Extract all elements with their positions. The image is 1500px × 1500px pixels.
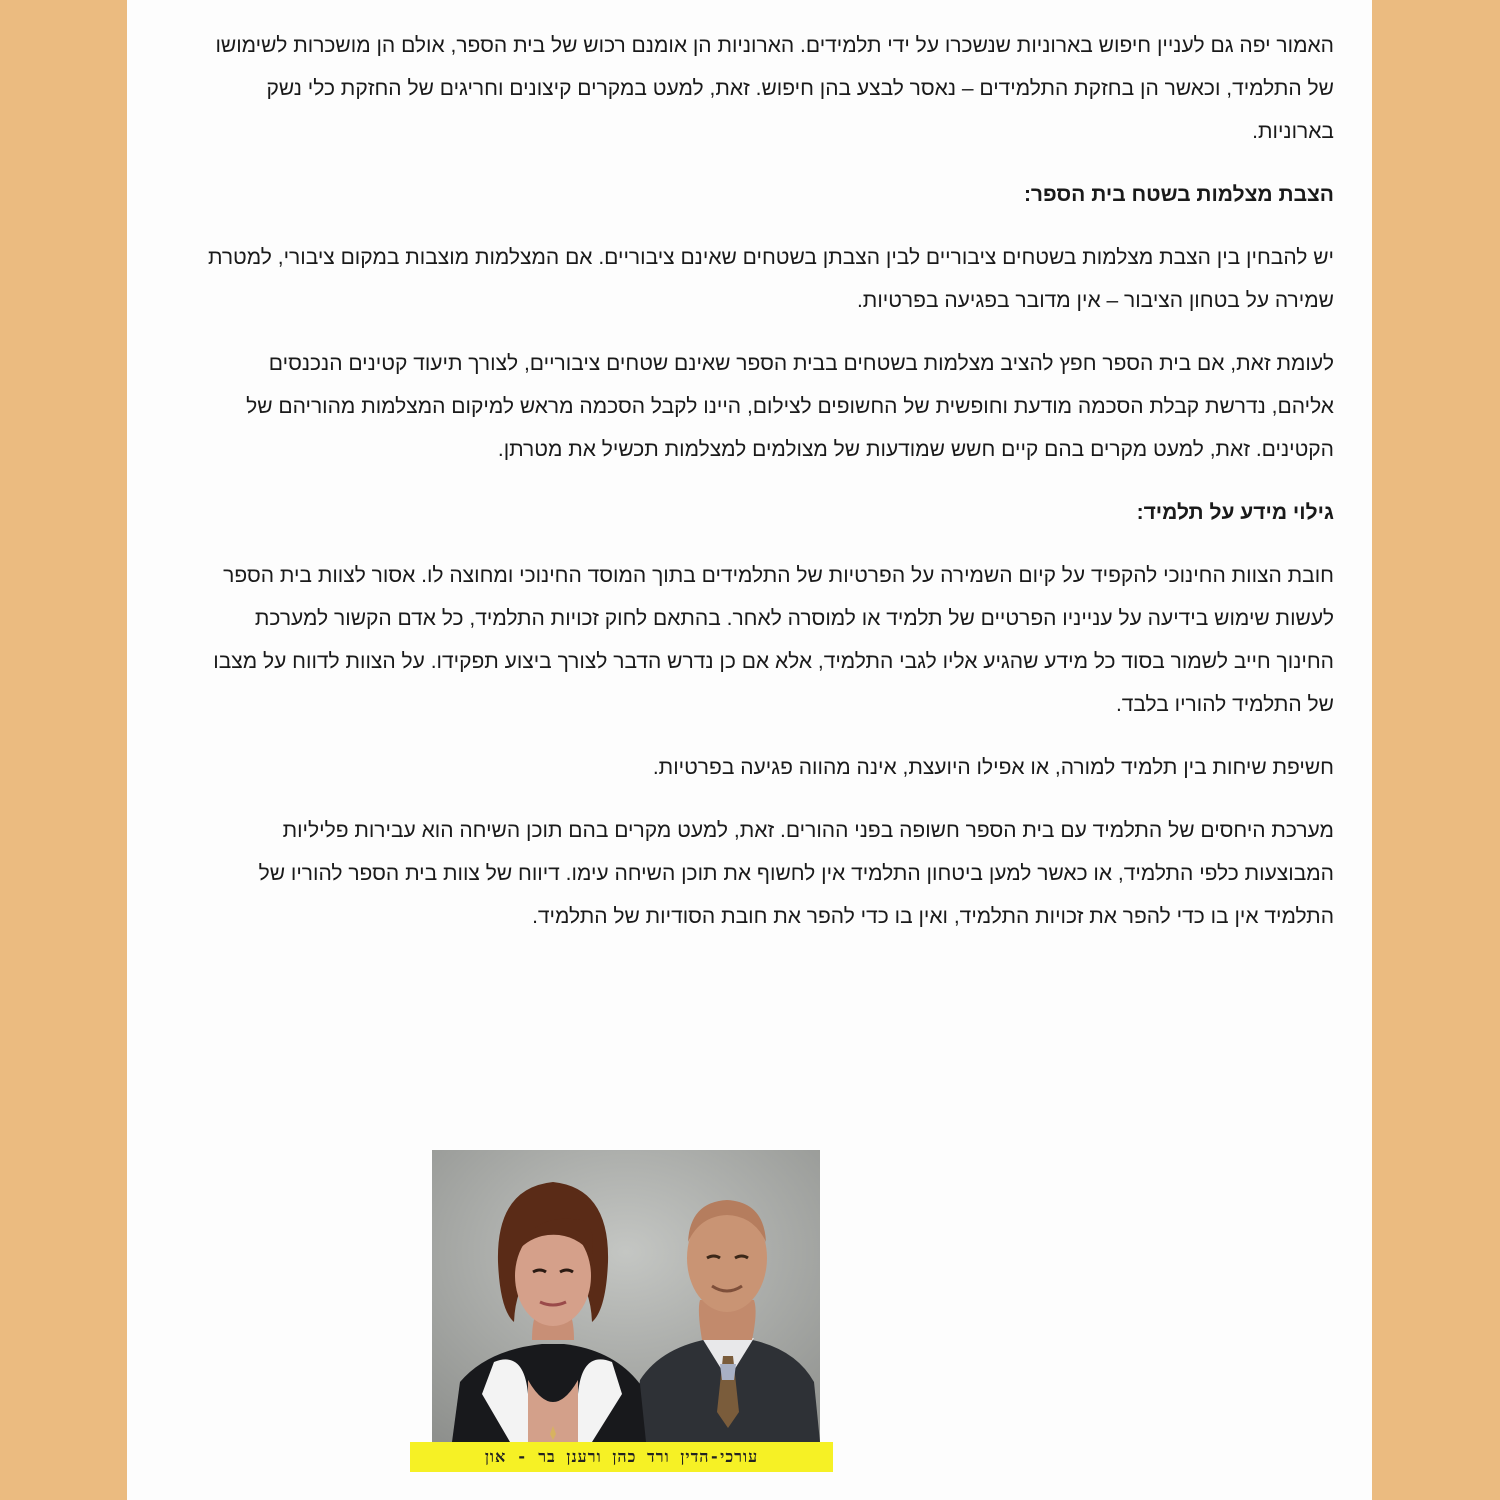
article-body — [204, 24, 1334, 938]
section-heading-disclosure: גילוי מידע על תלמיד: — [1136, 501, 1334, 524]
section-heading-cameras: הצבת מצלמות בשטח בית הספר: — [1023, 183, 1334, 206]
paragraph-conversations: חשיפת שיחות בין תלמיד למורה, או אפילו היועצת, אינה מהווה פגיעה בפרטיות. — [652, 756, 1334, 779]
paragraph-staff-duty: חובת הצוות החינוכי להקפיד על קיום השמירה על הפרטיות של התלמידים בתוך המוסד החינוכי ומחוצה לו. אסור לצוות בית הספר לעשות שימוש בידיעה על ענייניו הפרטיים של תלמיד או למוסרה לאחר. בהתאם לחוק זכויות התלמיד, כל אדם הקשור למערכת החינוך חייב לשמור בסוד כל מידע שהגיע אליו לגבי התלמיד, אלא אם כן נדרש הדבר לצורך ביצוע תפקידו. על הצוות לדווח על מצבו של התלמיד להוריו בלבד. — [213, 564, 1334, 716]
paragraph-parents: מערכת היחסים של התלמיד עם בית הספר חשופה בפני ההורים. זאת, למעט מקרים בהם תוכן השיחה הוא עבירות פליליות המבוצעות כלפי התלמיד, או כאשר למען ביטחון התלמיד אין לחשוף את תוכן השיחה עימו. דיווח של צוות בית הספר להוריו של התלמיד אין בו כדי להפר את זכויות התלמיד, ואין בו כדי להפר את חובת הסודיות של התלמיד. — [258, 819, 1334, 928]
authors-photo — [432, 1150, 820, 1442]
paragraph-lockers: האמור יפה גם לעניין חיפוש בארוניות שנשכרו על ידי תלמידים. הארוניות הן אומנם רכוש של בית הספר, אולם הן מושכרות לשימושו של התלמיד, וכאשר הן בחזקת התלמידים – נאסר לבצע בהן חיפוש. זאת, למעט במקרים קיצונים וחריגים של החזקת כלי נשק בארוניות. — [215, 34, 1334, 143]
paragraph-public-cameras: יש להבחין בין הצבת מצלמות בשטחים ציבוריים לבין הצבתן בשטחים שאינם ציבוריים. אם המצלמות מוצבות במקום ציבורי, למטרת שמירה על בטחון הציבור – אין מדובר בפגיעה בפרטיות. — [207, 246, 1334, 312]
photo-caption: עורכי-הדין ורד כהן ורענן בר - און — [410, 1442, 833, 1472]
paragraph-private-cameras: לעומת זאת, אם בית הספר חפץ להציב מצלמות בשטחים בבית הספר שאינם שטחים ציבוריים, לצורך תיעוד קטינים הנכנסים אליהם, נדרשת קבלת הסכמה מודעת וחופשית של החשופים לצילום, היינו לקבל הסכמה מראש למיקום המצלמות מהוריהם של הקטינים. זאת, למעט מקרים בהם קיים חשש שמודעות של מצולמים למצלמות תכשיל את מטרתן. — [246, 352, 1334, 461]
